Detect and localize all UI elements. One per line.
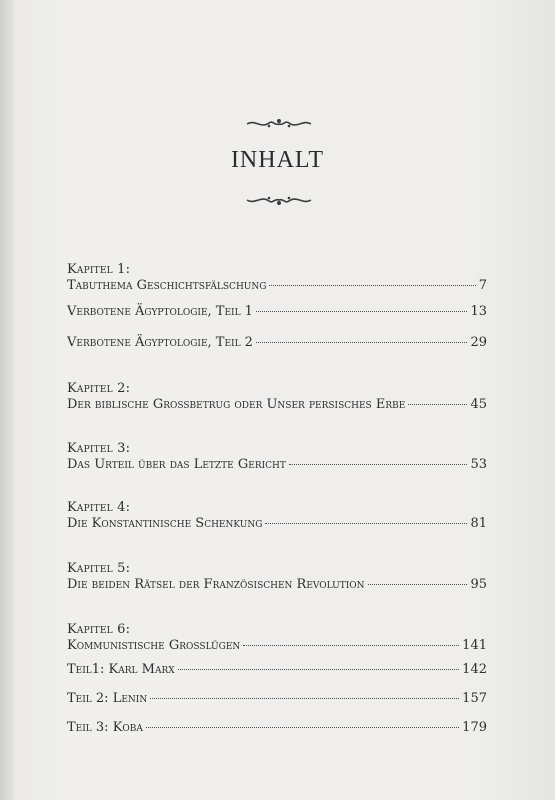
- toc-chapter: [67, 622, 487, 654]
- toc-entry-row: [67, 691, 487, 707]
- toc-entry[interactable]: [67, 691, 487, 707]
- page-title: INHALT: [230, 147, 325, 173]
- toc-entry[interactable]: [67, 516, 487, 532]
- entry-title: Die Konstantinische Schenkung: [67, 516, 263, 531]
- chapter-label: Kapitel 6:: [67, 622, 131, 637]
- dot-leader: [178, 669, 460, 670]
- dot-leader: [265, 523, 467, 524]
- toc-chapter: [67, 381, 487, 413]
- toc-chapter: [67, 500, 487, 532]
- entry-page: 142: [462, 662, 487, 677]
- toc-entry[interactable]: [67, 720, 487, 736]
- toc-entry[interactable]: [67, 278, 487, 294]
- chapter-label: Kapitel 2:: [67, 381, 131, 396]
- entry-page: 157: [462, 691, 487, 706]
- toc-entry-row: [67, 720, 487, 736]
- toc-entry[interactable]: [67, 638, 487, 654]
- toc-entry-row: [67, 662, 487, 678]
- chapter-label: Kapitel 5:: [67, 561, 131, 576]
- entry-page: 45: [470, 397, 487, 412]
- entry-page: 141: [462, 638, 487, 653]
- entry-title: Kommunistische Grosslügen: [67, 638, 241, 653]
- toc-entry[interactable]: [67, 397, 487, 413]
- flourish-ornament-icon: [245, 117, 313, 131]
- dot-leader: [150, 698, 459, 699]
- dot-leader: [243, 645, 459, 646]
- toc-entry[interactable]: [67, 457, 487, 473]
- entry-title: Teil1: Karl Marx: [67, 662, 175, 677]
- dot-leader: [146, 727, 459, 728]
- chapter-label: Kapitel 1:: [67, 262, 131, 277]
- entry-page: 13: [470, 304, 487, 319]
- toc-entry[interactable]: [67, 304, 487, 320]
- entry-title: Das Urteil über das Letzte Gericht: [67, 457, 286, 472]
- page-gutter: [0, 0, 14, 800]
- entry-page: 179: [462, 720, 487, 735]
- toc-entry-row: [67, 335, 487, 351]
- chapter-label: Kapitel 3:: [67, 441, 131, 456]
- entry-title: Verbotene Ägyptologie, Teil 2: [67, 335, 253, 350]
- dot-leader: [408, 404, 467, 405]
- toc-chapter: [67, 561, 487, 593]
- entry-page: 81: [470, 516, 487, 531]
- toc-chapter: [67, 262, 487, 294]
- entry-title: Teil 3: Koba: [67, 720, 143, 735]
- entry-title: Die beiden Rätsel der Französischen Revolution: [67, 577, 365, 592]
- entry-title: Verbotene Ägyptologie, Teil 1: [67, 304, 253, 319]
- toc-chapter: [67, 441, 487, 473]
- entry-page: 53: [470, 457, 487, 472]
- chapter-label: Kapitel 4:: [67, 500, 131, 515]
- entry-title: Der biblische Grossbetrug oder Unser persisches Erbe: [67, 397, 406, 412]
- toc-entry[interactable]: [67, 662, 487, 678]
- toc-entry[interactable]: [67, 335, 487, 351]
- dot-leader: [289, 464, 468, 465]
- dot-leader: [256, 342, 468, 343]
- entry-page: 7: [478, 278, 487, 293]
- entry-title: Tabuthema Geschichtsfälschung: [67, 278, 267, 293]
- toc-entry[interactable]: [67, 577, 487, 593]
- toc-entry-row: [67, 304, 487, 320]
- entry-page: 95: [470, 577, 487, 592]
- flourish-ornament-icon: [245, 193, 313, 207]
- entry-page: 29: [470, 335, 487, 350]
- entry-title: Teil 2: Lenin: [67, 691, 148, 706]
- dot-leader: [269, 285, 475, 286]
- dot-leader: [256, 311, 468, 312]
- dot-leader: [368, 584, 468, 585]
